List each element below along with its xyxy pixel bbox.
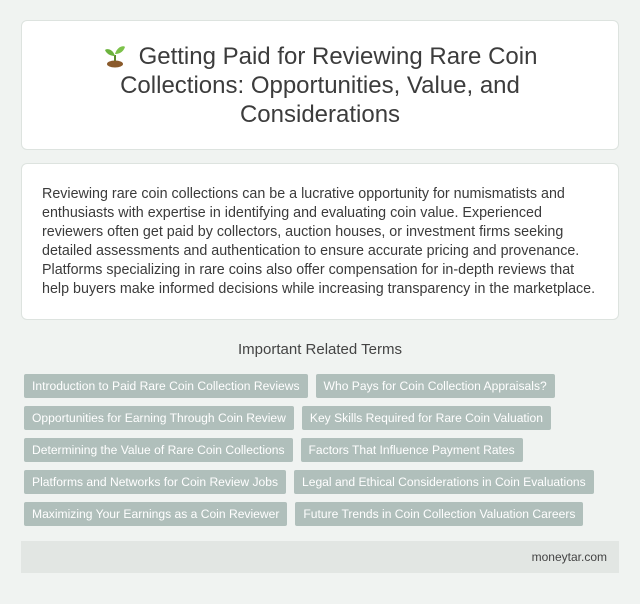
footer: [21, 541, 619, 573]
intro-card: [21, 163, 619, 320]
term-chip[interactable]: Factors That Influence Payment Rates: [301, 438, 523, 462]
term-chip[interactable]: Legal and Ethical Considerations in Coin Evaluations: [294, 470, 594, 494]
title-card: [21, 20, 619, 150]
terms-row: [24, 374, 624, 398]
page-title-text: Getting Paid for Reviewing Rare Coin Collections: Opportunities, Value, and Considerations: [120, 43, 538, 128]
sprout-icon: [103, 42, 127, 68]
term-chip[interactable]: Who Pays for Coin Collection Appraisals?: [316, 374, 555, 398]
term-chip[interactable]: Opportunities for Earning Through Coin Review: [24, 406, 294, 430]
terms-row: [24, 502, 624, 526]
term-chip[interactable]: Maximizing Your Earnings as a Coin Reviewer: [24, 502, 287, 526]
term-chip[interactable]: Future Trends in Coin Collection Valuation Careers: [295, 502, 583, 526]
terms-row: [24, 470, 624, 494]
terms-row: [24, 438, 624, 462]
page-title: [42, 42, 598, 129]
term-chip[interactable]: Determining the Value of Rare Coin Collections: [24, 438, 293, 462]
term-chip[interactable]: Key Skills Required for Rare Coin Valuation: [302, 406, 551, 430]
footer-site-link[interactable]: moneytar.com: [531, 550, 607, 564]
term-chip[interactable]: Platforms and Networks for Coin Review Jobs: [24, 470, 286, 494]
intro-paragraph: Reviewing rare coin collections can be a lucrative opportunity for numismatists and enthusiasts with expertise in identifying and evaluating coin value. Experienced reviewers often get paid by collectors, auction houses, or investment firms seeking detailed assessments and authentication to ensure accurate pricing and provenance. Platforms specializing in rare coins also offer compensation for in-depth reviews that help buyers make informed decisions while increasing transparency in the marketplace.: [42, 186, 596, 297]
related-terms-list: [24, 374, 624, 534]
related-terms-heading: Important Related Terms: [238, 341, 402, 358]
term-chip[interactable]: Introduction to Paid Rare Coin Collection Reviews: [24, 374, 308, 398]
terms-row: [24, 406, 624, 430]
